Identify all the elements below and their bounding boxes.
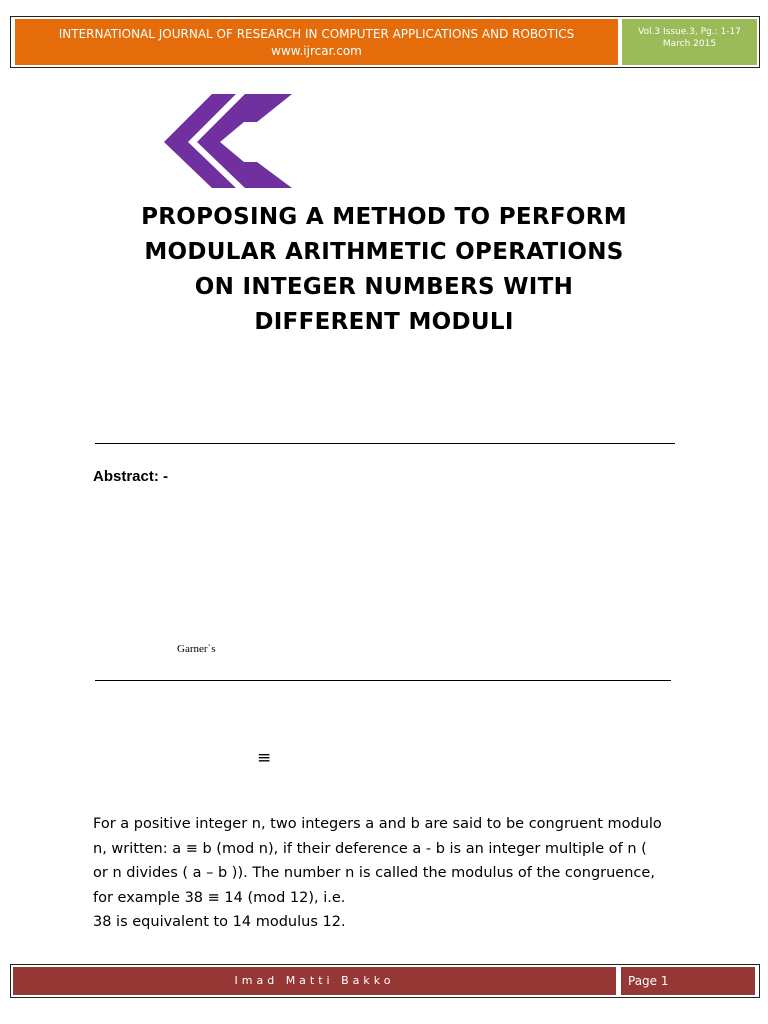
title-line: ON INTEGER NUMBERS WITH <box>194 274 574 300</box>
journal-title: INTERNATIONAL JOURNAL OF RESEARCH IN COMPUTER APPLICATIONS AND ROBOTICS <box>58 27 575 41</box>
footer-author: Imad Matti Bakko <box>13 967 616 995</box>
body-line: or n divides ( a – b )). The number n is called the modulus of the congruence, <box>93 865 655 882</box>
journal-header <box>15 19 618 65</box>
congruence-symbol: ≡ <box>257 748 272 768</box>
title-line: PROPOSING A METHOD TO PERFORM <box>141 204 627 230</box>
body-line: n, written: a ≡ b (mod n), if their deference a - b is an integer multiple of n ( <box>93 840 647 857</box>
body-paragraph <box>93 812 683 935</box>
paper-title <box>80 200 688 340</box>
logo-chevron-gap <box>232 126 264 158</box>
issue-info <box>622 19 757 65</box>
divider-top <box>95 443 675 444</box>
volume-info: Vol.3 Issue.3, Pg.: 1-17 <box>638 27 741 37</box>
body-line: 38 is equivalent to 14 modulus 12. <box>93 914 346 931</box>
journal-logo-icon <box>160 92 294 190</box>
title-line: MODULAR ARITHMETIC OPERATIONS <box>144 239 624 265</box>
abstract-heading: Abstract: - <box>93 468 169 485</box>
divider-bottom <box>95 680 671 681</box>
abstract-fragment: Garner`s <box>177 643 216 655</box>
issue-date: March 2015 <box>662 39 717 49</box>
journal-website[interactable]: www.ijrcar.com <box>271 44 362 58</box>
body-line: For a positive integer n, two integers a and b are said to be congruent modulo <box>93 816 662 832</box>
title-line: DIFFERENT MODULI <box>254 309 514 335</box>
page-number: Page 1 <box>621 967 755 995</box>
body-line: for example 38 ≡ 14 (mod 12), i.e. <box>93 889 346 906</box>
